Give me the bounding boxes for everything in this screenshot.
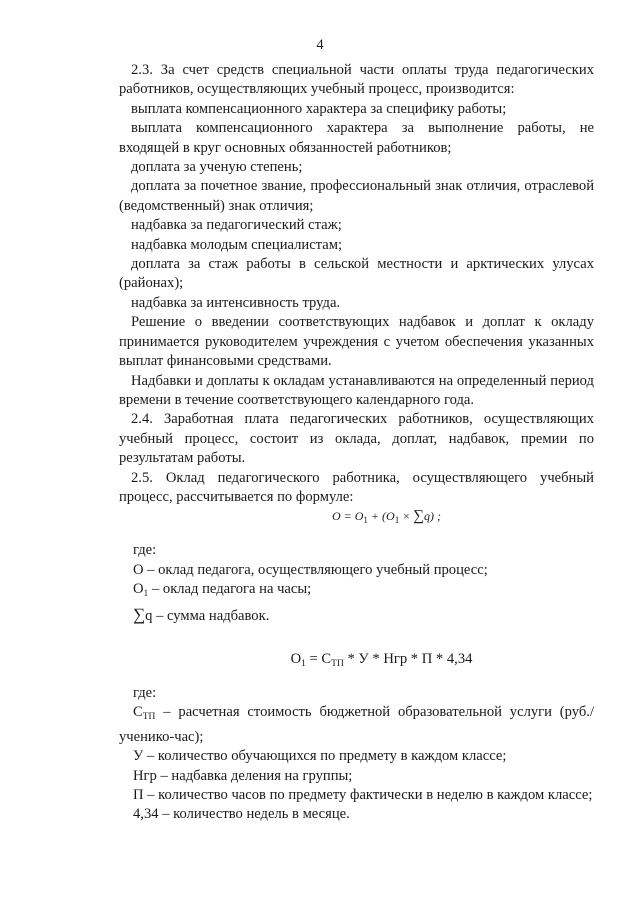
- paragraph-decision: Решение о введении соответствующих надбавок и доплат к окладу принимается руководителем учреждения с учетом обеспечения указанных выплат финансовыми средствами.: [119, 314, 594, 370]
- list-item-compensation-specifics: выплата компенсационного характера за специфику работы;: [131, 100, 507, 117]
- definition-o: О – оклад педагога, осуществляющего учебный процесс;: [133, 561, 488, 578]
- list-item-compensation-extra-work: выплата компенсационного характера за выполнение работы, не входящей в круг основных обязанностей работников;: [119, 120, 594, 156]
- salary-formula: $O = O_1 + (O_1 \times \sum q)$ ;: [331, 508, 441, 526]
- sum-symbol: ∑: [133, 604, 146, 624]
- list-item-teaching-experience: надбавка за педагогический стаж;: [131, 217, 342, 234]
- paragraph-2-4: 2.4. Заработная плата педагогических работников, осуществляющих учебный процесс, состоит из оклада, доплат, надбавок, премии по результатам работы.: [119, 411, 594, 467]
- definition-sum-q: ∑q – сумма надбавок.: [133, 604, 270, 624]
- paragraph-2-5: 2.5. Оклад педагогического работника, осуществляющего учебный процесс, рассчитывается по формуле:: [119, 469, 594, 505]
- where-label-1: где:: [133, 542, 157, 559]
- page-number: 4: [316, 37, 324, 53]
- definition-4-34: 4,34 – количество недель в месяце.: [133, 806, 350, 823]
- list-item-rural-arctic: доплата за стаж работы в сельской местности и арктических улусах (районах);: [119, 256, 594, 292]
- hourly-salary-formula: $О_1 = С_{ТП} * У$ * Нгр * П * 4,34: [290, 650, 473, 669]
- paragraph-allowances-period: Надбавки и доплаты к окладам устанавливаются на определенный период времени в течение соответствующего календарного года.: [119, 372, 594, 408]
- list-item-young-specialists: надбавка молодым специалистам;: [131, 236, 342, 253]
- list-item-intensity: надбавка за интенсивность труда.: [131, 294, 341, 311]
- definition-ngr: Нгр – надбавка деления на группы;: [133, 767, 353, 784]
- list-item-academic-degree: доплата за ученую степень;: [131, 159, 303, 176]
- definition-o1: $О_1$ – оклад педагога на часы;: [133, 581, 312, 600]
- definition-u: У – количество обучающихся по предмету в каждом классе;: [133, 748, 507, 765]
- where-label-2: где:: [133, 684, 157, 701]
- sum-symbol: ∑: [413, 508, 424, 525]
- paragraph-2-3: 2.3. За счет средств специальной части оплаты труда педагогических работников, осуществляющих учебный процесс, производится:: [119, 62, 594, 98]
- definition-c-tp: $С_{ТП}$ – расчетная стоимость бюджетной образовательной услуги (руб./ученико-час);: [119, 704, 594, 745]
- list-item-honorary-title: доплата за почетное звание, профессиональный знак отличия, отраслевой (ведомственный) знак отличия;: [119, 178, 594, 214]
- definition-p: П – количество часов по предмету фактически в неделю в каждом классе;: [133, 787, 593, 803]
- document-body: [119, 61, 594, 825]
